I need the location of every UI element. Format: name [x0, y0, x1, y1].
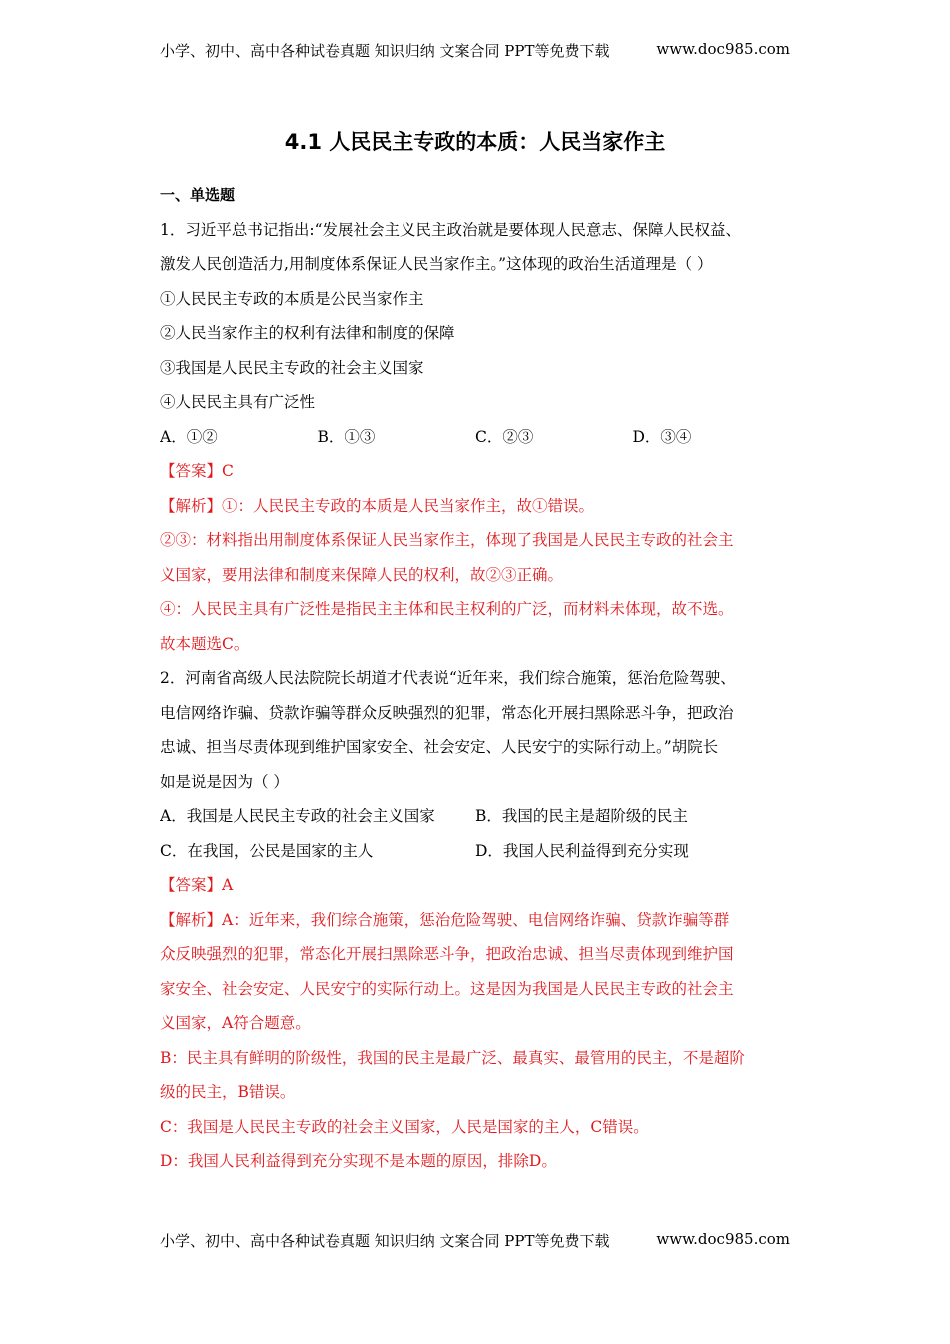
document-title: 4.1 人民民主专政的本质：人民当家作主	[284, 130, 666, 154]
page-header	[160, 40, 790, 61]
question-stem-line: 1．习近平总书记指出:“发展社会主义民主政治就是要体现人民意志、保障人民权益、	[160, 220, 742, 239]
footer-url: www.doc985.com	[656, 1230, 790, 1248]
question-stem-line: 忠诚、担当尽责体现到维护国家安全、社会安定、人民安宁的实际行动上。”胡院长	[160, 738, 719, 756]
answer-line: 【答案】A	[160, 876, 234, 894]
question-1	[160, 213, 790, 662]
analysis-line: 义国家，要用法律和制度来保障人民的权利，故②③正确。	[160, 565, 564, 584]
analysis-line: ②③：材料指出用制度体系保证人民当家作主，体现了我国是人民民主专政的社会主	[160, 531, 734, 549]
analysis-line: 【解析】①：人民民主专政的本质是人民当家作主，故①错误。	[160, 496, 595, 515]
statement-item: ③我国是人民民主专政的社会主义国家	[160, 358, 424, 377]
answer-line: 【答案】C	[160, 462, 234, 480]
analysis-line: C：我国是人民民主专政的社会主义国家，人民是国家的主人，C错误。	[160, 1117, 649, 1136]
analysis-line: 众反映强烈的犯罪，常态化开展扫黑除恶斗争，把政治忠诚、担当尽责体现到维护国	[160, 945, 734, 963]
analysis-line: 故本题选C。	[160, 634, 250, 653]
page-footer	[160, 1230, 790, 1251]
answer-options	[160, 799, 790, 834]
answer-options	[160, 834, 790, 869]
footer-text: 小学、初中、高中各种试卷真题 知识归纳 文案合同 PPT等免费下载	[160, 1232, 610, 1250]
header-text: 小学、初中、高中各种试卷真题 知识归纳 文案合同 PPT等免费下载	[160, 42, 610, 60]
header-url: www.doc985.com	[656, 40, 790, 58]
analysis-line: 家安全、社会安定、人民安宁的实际行动上。这是因为我国是人民民主专政的社会主	[160, 979, 734, 998]
statement-item: ④人民民主具有广泛性	[160, 393, 316, 411]
question-stem-line: 2．河南省高级人民法院院长胡道才代表说“近年来，我们综合施策，惩治危险驾驶、	[160, 669, 736, 687]
statement-item: ②人民当家作主的权利有法律和制度的保障	[160, 324, 455, 342]
option-a: A．我国是人民民主专政的社会主义国家	[160, 807, 435, 825]
document-body	[160, 178, 790, 1179]
question-stem-line: 电信网络诈骗、贷款诈骗等群众反映强烈的犯罪，常态化开展扫黑除恶斗争，把政治	[160, 703, 734, 722]
question-stem-line: 激发人民创造活力,用制度体系保证人民当家作主。”这体现的政治生活道理是（ ）	[160, 255, 713, 273]
analysis-line: D：我国人民利益得到充分实现不是本题的原因，排除D。	[160, 1152, 557, 1170]
answer-options	[160, 420, 790, 455]
question-2	[160, 661, 790, 1179]
analysis-line: 义国家，A符合题意。	[160, 1014, 311, 1032]
statement-item: ①人民民主专政的本质是公民当家作主	[160, 289, 424, 308]
option-b: B．我国的民主是超阶级的民主	[475, 807, 688, 825]
section-heading: 一、单选题	[160, 186, 236, 204]
analysis-line: 级的民主，B错误。	[160, 1083, 296, 1101]
analysis-line: ④：人民民主具有广泛性是指民主主体和民主权利的广泛，而材料未体现，故不选。	[160, 600, 734, 618]
option-a: A．①②	[160, 427, 218, 446]
question-stem-line: 如是说是因为（ ）	[160, 772, 289, 791]
option-c: C．②③	[475, 427, 534, 446]
option-c: C．在我国，公民是国家的主人	[160, 841, 374, 860]
analysis-line: 【解析】A：近年来，我们综合施策，惩治危险驾驶、电信网络诈骗、贷款诈骗等群	[160, 910, 730, 929]
option-d: D．我国人民利益得到充分实现	[475, 841, 689, 860]
option-b: B．①③	[317, 427, 376, 446]
option-d: D．③④	[632, 427, 692, 446]
analysis-line: B：民主具有鲜明的阶级性，我国的民主是最广泛、最真实、最管用的民主，不是超阶	[160, 1048, 745, 1067]
